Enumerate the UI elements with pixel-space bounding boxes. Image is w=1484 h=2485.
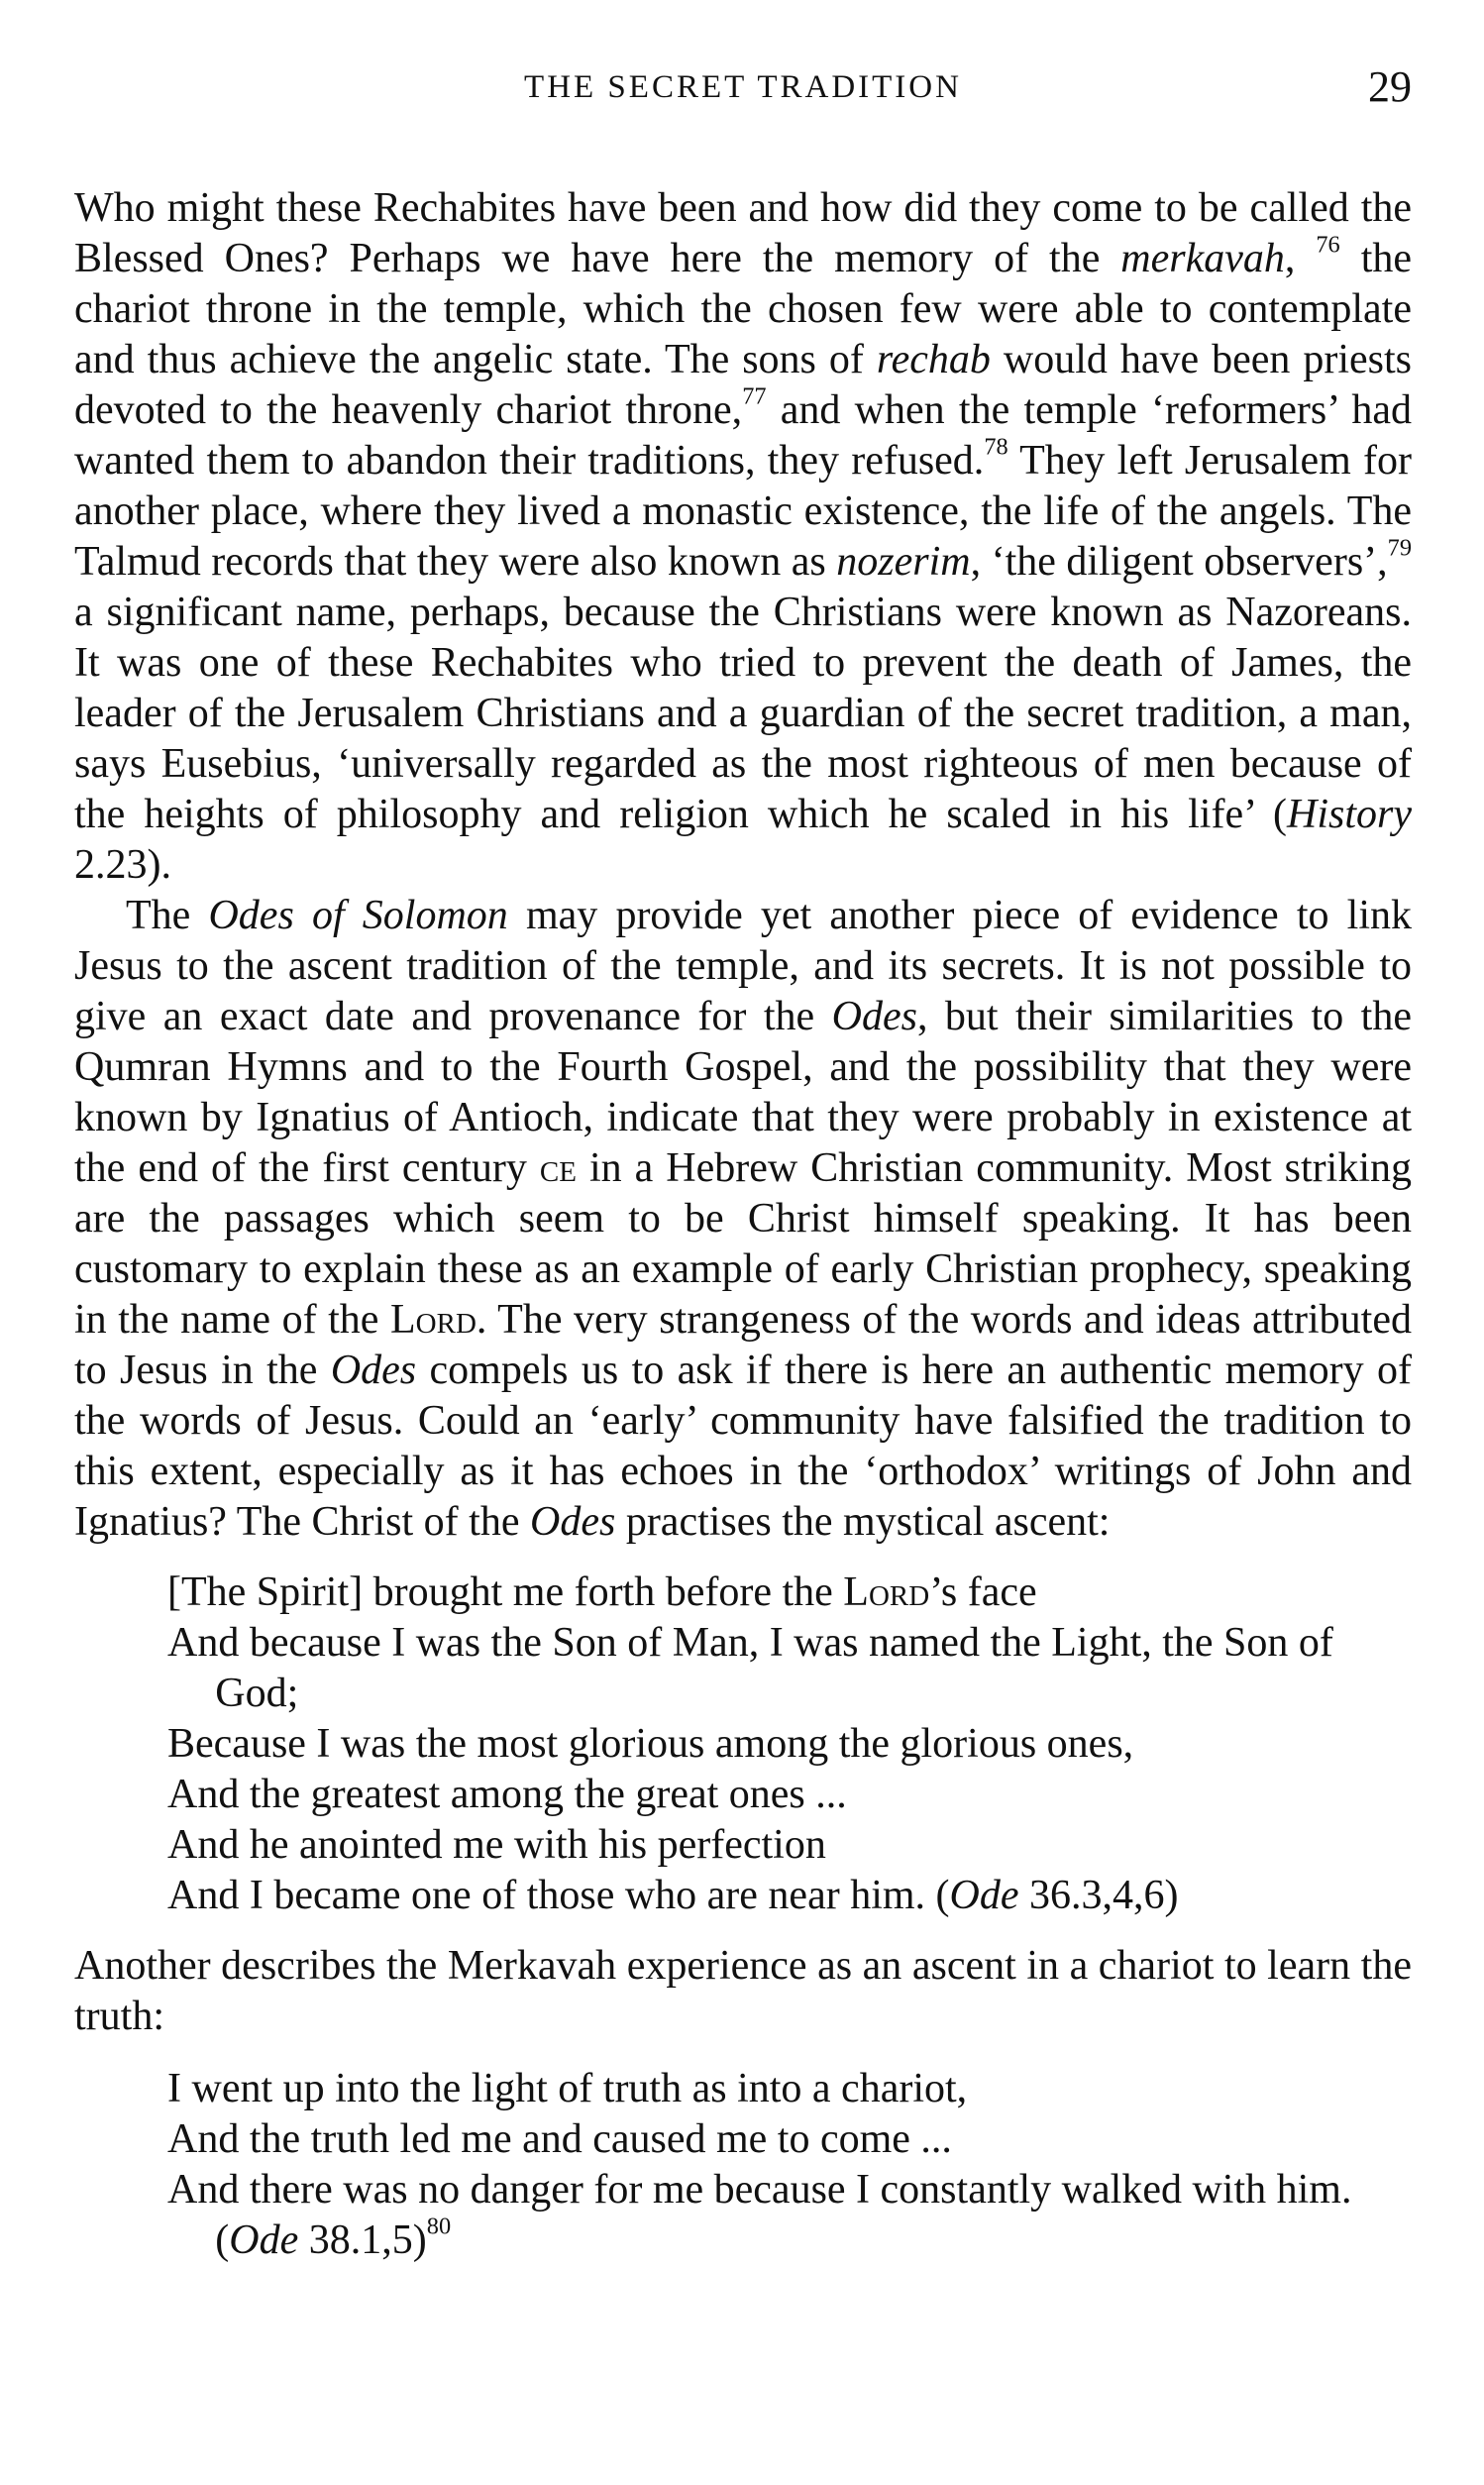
footnote-ref-79: 79 <box>1387 534 1413 562</box>
text-run: . The very strangeness of the words and ideas attributed to Jesus in the <box>74 1297 1412 1393</box>
text-run: And there was no danger for me because I constantly walked with him. ( <box>167 2167 1352 2263</box>
era-ce: ce <box>539 1145 577 1191</box>
divine-name-lord: Lord <box>390 1297 477 1343</box>
divine-name-lord: Lord <box>843 1569 930 1615</box>
text-run: may provide yet another piece of evidence to link Jesus to the ascent tradition of the temple, and its secrets. It is not possible to give an exact date and provenance for the <box>74 893 1412 1039</box>
paragraph-odes <box>74 891 1412 1548</box>
term-merkavah: merkavah <box>1120 236 1285 281</box>
text-run: , ‘the diligent observers’, <box>970 539 1388 585</box>
footnote-ref-76: 76 <box>1316 231 1340 259</box>
text-run: a significant name, perhaps, because the Christians were known as Nazoreans. It was one of these Rechabites who tried to prevent the death of James, the leader of the Jerusalem Christians and a guardian of the secret tradition, a man, says Eusebius, ‘universally regarded as the most righteous of men because of the heights of philosophy and religion which he scaled in his life’ ( <box>74 590 1412 837</box>
text-run: ’s face <box>929 1569 1037 1615</box>
text-run: Who might these Rechabites have been and how did they come to be called the Blessed Ones? Perhaps we have here the memory of the <box>74 185 1412 281</box>
running-head-title: THE SECRET TRADITION <box>524 69 962 105</box>
title-odes: Odes <box>529 1499 616 1545</box>
quote-line: And the greatest among the great ones ... <box>167 1772 847 1817</box>
title-odes: Odes <box>831 994 917 1039</box>
text-run: would have been priests devoted to the heavenly chariot throne, <box>74 337 1412 433</box>
text-run: And I became one of those who are near him. ( <box>167 1873 950 1918</box>
title-odes-of-solomon: Odes of Solomon <box>208 893 508 938</box>
running-head <box>74 61 1412 121</box>
quote-line: I went up into the light of truth as into a chariot, <box>167 2066 968 2111</box>
text-run: They left Jerusalem for another place, where they lived a monastic existence, the life of the angels. The Talmud records that they were also known as <box>74 438 1412 585</box>
paragraph-rechabites <box>74 183 1412 891</box>
text-run: practises the mystical ascent: <box>615 1499 1111 1545</box>
quote-line: Because I was the most glorious among the glorious ones, <box>167 1721 1134 1767</box>
footnote-ref-77: 77 <box>742 382 767 410</box>
paragraph-merkavah-ascent: Another describes the Merkavah experience as an ascent in a chariot to learn the truth: <box>74 1943 1412 2039</box>
quote-line: And the truth led me and caused me to come ... <box>167 2116 952 2162</box>
text-run: the chariot throne in the temple, which the chosen few were able to contemplate and thus achieve the angelic state. The sons of <box>74 236 1413 382</box>
quote-line <box>167 1567 1412 1618</box>
body-text <box>74 183 1412 2266</box>
title-ode: Ode <box>949 1873 1019 1918</box>
text-run: [The Spirit] brought me forth before the <box>167 1569 844 1615</box>
quote-line: And because I was the Son of Man, I was named the Light, the Son of God; <box>167 1620 1333 1716</box>
footnote-ref-80: 80 <box>426 2213 452 2240</box>
text-run: in a Hebrew Christian community. Most striking are the passages which seem to be Christ himself speaking. It has been customary to explain these as an example of early Christian prophecy, speaking in the name of the <box>74 1145 1412 1343</box>
footnote-ref-78: 78 <box>984 433 1008 461</box>
page-number: 29 <box>1368 62 1412 111</box>
text-run: The <box>126 893 209 938</box>
quote-line <box>167 1871 1412 1921</box>
title-history: History <box>1287 792 1412 837</box>
title-ode: Ode <box>229 2217 299 2263</box>
block-quote-ode-38 <box>167 2064 1412 2266</box>
text-run: 2.23). <box>74 842 171 888</box>
text-run: , but their similarities to the Qumran Hymns and to the Fourth Gospel, and the possibility that they were known by Ignatius of Antioch, indicate that they were probably in existence at the end of the first century <box>74 994 1412 1191</box>
block-quote-ode-36 <box>167 1567 1412 1921</box>
text-run: and when the temple ‘reformers’ had wanted them to abandon their traditions, they refused. <box>74 387 1412 484</box>
quote-line <box>167 2165 1412 2266</box>
term-nozerim: nozerim <box>836 539 971 585</box>
text-run: compels us to ask if there is here an authentic memory of the words of Jesus. Could an ‘early’ community have falsified the tradition to this extent, especially as it has echoes in the ‘orthodox’ writings of John and Ignatius? The Christ of the <box>74 1348 1413 1545</box>
text-run: 36.3,4,6) <box>1018 1873 1179 1918</box>
text-run: , <box>1284 236 1317 281</box>
term-rechab: rechab <box>876 337 991 382</box>
text-run: 38.1,5) <box>298 2217 427 2263</box>
title-odes: Odes <box>330 1348 417 1393</box>
quote-line: And he anointed me with his perfection <box>167 1822 826 1868</box>
